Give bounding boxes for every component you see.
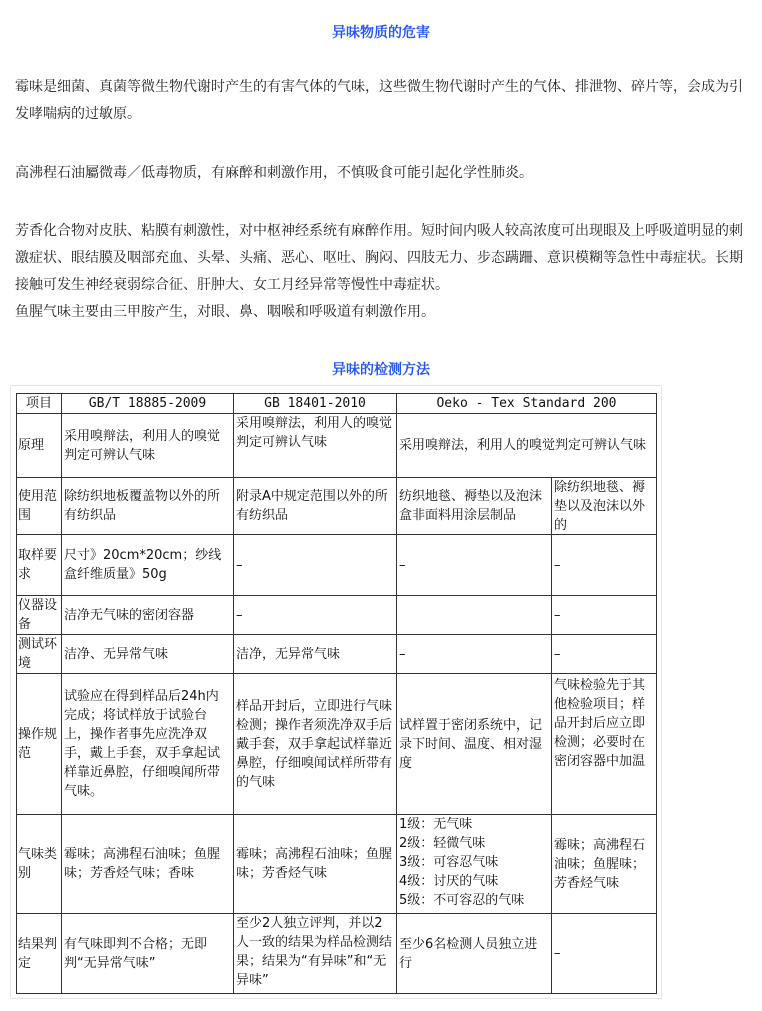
paragraph-aromatic: 芳香化合物对皮肤、粘膜有刺激性，对中枢神经系统有麻醉作用。短时间内吸人较高浓度可出现眼及上呼吸道明显的刺激症状、眼结膜及咽部充血、头晕、头痛、恶心、呕吐、胸闷、四肢无力、步态蹒跚、意识模糊等急性中毒症状。长期接触可发生神经衰弱综合征、肝肿大、女工月经异常等慢性中毒症状。 (15, 223, 743, 293)
table-cell: 采用嗅辩法，利用人的嗅觉判定可辨认气味 (234, 414, 397, 478)
table-cell: 纺织地毯、褥垫以及泡沫盒非面料用涂层制品 (397, 478, 552, 535)
table-header-row (17, 394, 657, 414)
header-gbt18885: GB/T 18885-2009 (62, 394, 234, 414)
table-cell: 霉味；高沸程石油味；鱼腥味；芳香烃气味 (234, 815, 397, 914)
table-cell (234, 914, 397, 994)
row-label: 测试环境 (17, 635, 62, 674)
header-item: 项目 (17, 394, 62, 414)
table-cell (552, 674, 657, 815)
table-cell (552, 478, 657, 535)
table-cell: – (397, 535, 552, 596)
table-row (17, 914, 657, 994)
table-cell (397, 596, 552, 635)
section-title-hazards: 异味物质的危害 (332, 25, 430, 41)
paragraph-mold: 霉味是细菌、真菌等微生物代谢时产生的有害气体的气味，这些微生物代谢时产生的气体、排泄物、碎片等，会成为引发哮喘病的过敏原。 (15, 79, 743, 122)
paragraph-petroleum: 高沸程石油屬微毒／低毒物质，有麻醉和刺激作用，不慎吸食可能引起化学性肺炎。 (15, 165, 533, 181)
table-cell: 霉味；高沸程石油味；鱼腥味；芳香烃气味 (552, 815, 657, 914)
paragraph-fishy: 鱼腥气味主要由三甲胺产生，对眼、鼻、咽喉和呼吸道有刺激作用。 (15, 304, 435, 320)
header-oeko-tex: Oeko - Tex Standard 200 (397, 394, 657, 414)
odor-grade: 3级：可容忍气味 (399, 855, 499, 870)
table-cell: 洁净、无异常气味 (62, 635, 234, 674)
section-title-methods: 异味的检测方法 (332, 362, 430, 378)
header-gb18401: GB 18401-2010 (234, 394, 397, 414)
table-row (17, 478, 657, 535)
row-label: 原理 (17, 414, 62, 478)
table-cell: – (397, 635, 552, 674)
row-label: 操作规范 (17, 674, 62, 815)
odor-grade: 4级：讨厌的气味 (399, 874, 499, 889)
table-cell: – (552, 914, 657, 994)
table-row (17, 674, 657, 815)
table-cell: – (552, 635, 657, 674)
table-cell: 试样置于密闭系统中，记录下时间、温度、相对湿度 (397, 674, 552, 815)
cell-text: 至少2人独立评判，并以2人一致的结果为样品检测结果；结果为“有异味”和“无异味” (236, 916, 393, 988)
cell-text: 除纺织地毯、褥垫以及泡沫以外的 (554, 480, 646, 533)
table-cell: 尺寸》20cm*20cm；纱线盒纤维质量》50g (62, 535, 234, 596)
cell-text: 气味检验先于其他检验项目；样品开封后应立即检测；必要时在密闭容器中加温 (554, 677, 646, 769)
table-cell: – (234, 596, 397, 635)
table-cell: 洁净无气味的密闭容器 (62, 596, 234, 635)
table-row (17, 815, 657, 914)
table-row (17, 596, 657, 635)
table-cell: – (552, 596, 657, 635)
odor-grade: 2级：轻微气味 (399, 836, 486, 851)
table-cell: 霉味；高沸程石油味；鱼腥味；芳香烃气味；香味 (62, 815, 234, 914)
row-label: 结果判定 (17, 914, 62, 994)
table-cell: 洁净，无异常气味 (234, 635, 397, 674)
row-label: 取样要求 (17, 535, 62, 596)
row-label: 气味类别 (17, 815, 62, 914)
table-cell: 有气味即判不合格；无即判“无异常气味” (62, 914, 234, 994)
table-cell: 样品开封后，立即进行气味检测；操作者须洗净双手后戴手套，双手拿起试样靠近鼻腔，仔细嗅闻试样所带有的气味 (234, 674, 397, 815)
table-cell: 除纺织地板覆盖物以外的所有纺织品 (62, 478, 234, 535)
odor-grade: 5级：不可容忍的气味 (399, 893, 525, 908)
table-row (17, 414, 657, 478)
table-cell: 附录A中规定范围以外的所有纺织品 (234, 478, 397, 535)
table-row (17, 535, 657, 596)
table-row (17, 635, 657, 674)
table-cell: 采用嗅辩法，利用人的嗅觉判定可辨认气味 (397, 414, 657, 478)
table-cell (397, 815, 552, 914)
table-cell: 至少6名检测人员独立进行 (397, 914, 552, 994)
row-label: 使用范围 (17, 478, 62, 535)
table-cell: – (234, 535, 397, 596)
table-cell: 采用嗅辩法，利用人的嗅觉判定可辨认气味 (62, 414, 234, 478)
table-cell: 试验应在得到样品后24h内完成；将试样放于试验台上，操作者事先应洗净双手，戴上手套，双手拿起试样靠近鼻腔，仔细嗅闻所带气味。 (62, 674, 234, 815)
detection-methods-table (16, 393, 657, 994)
odor-grade: 1级：无气味 (399, 817, 473, 832)
table-cell: – (552, 535, 657, 596)
row-label: 仪器设备 (17, 596, 62, 635)
